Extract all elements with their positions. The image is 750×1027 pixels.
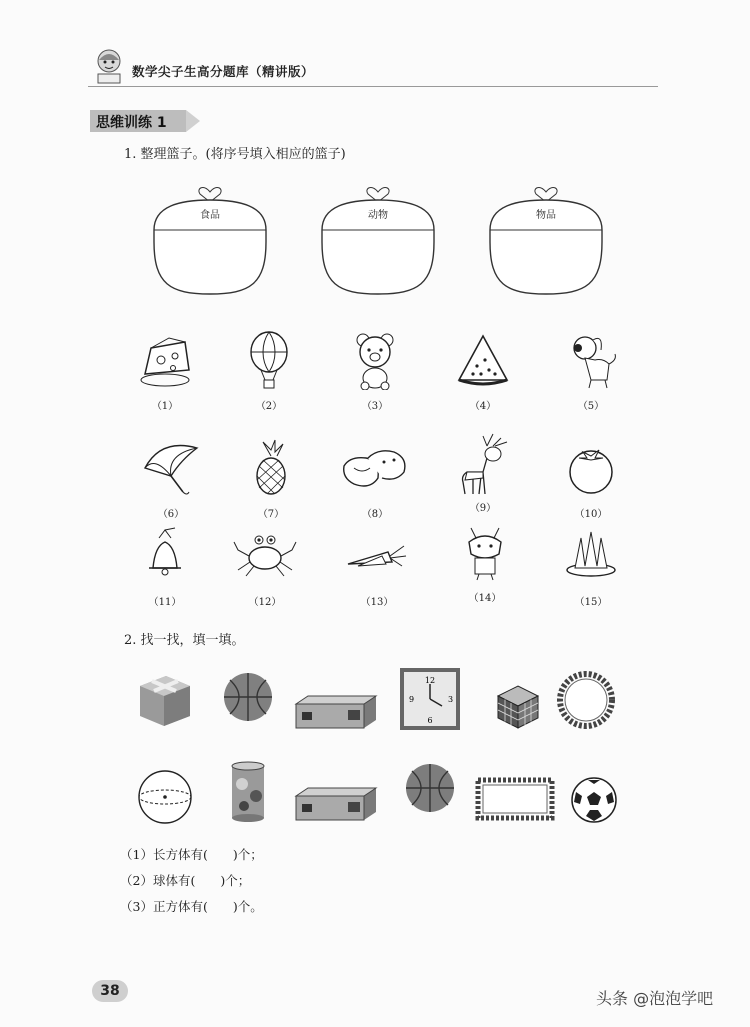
box-icon [136, 668, 194, 730]
item-number: （8） [361, 509, 389, 520]
item-number: （12） [248, 597, 282, 608]
basketball-icon [404, 762, 456, 814]
page-header [88, 48, 658, 88]
item-number: （4） [469, 401, 497, 412]
rectangular-box-icon [294, 692, 378, 732]
basketball-icon [222, 670, 274, 724]
rectangular-box-icon [294, 784, 378, 824]
pineapple-icon [241, 438, 301, 498]
page-number: 38 [92, 980, 128, 1002]
svg-text:6: 6 [427, 716, 433, 725]
slippers-icon [340, 438, 410, 498]
item-15 [556, 526, 626, 608]
svg-text:3: 3 [448, 695, 454, 704]
deer-icon [453, 432, 513, 498]
item-8 [340, 438, 410, 520]
basket-label: 物品 [536, 210, 556, 221]
soccer-ball-icon [570, 776, 618, 824]
item-7 [236, 438, 306, 520]
item-10 [556, 438, 626, 520]
item-number: （11） [148, 597, 182, 608]
rubiks-cube-icon [494, 682, 542, 730]
question-2-prompt: 2. 找一找，填一填。 [124, 633, 245, 648]
tomato-icon [561, 438, 621, 498]
answer-line-cuboid: （1）长方体有( )个； [120, 847, 263, 862]
carrot-icon [342, 526, 412, 582]
dog-icon [561, 330, 621, 390]
item-number: （9） [469, 503, 497, 514]
answer-line-sphere: （2）球体有( )个； [120, 873, 251, 888]
watermelon-icon [453, 330, 513, 390]
tin-can-icon [228, 760, 268, 824]
item-number: （13） [360, 597, 394, 608]
item-number: （5） [577, 401, 605, 412]
item-number: （1） [151, 401, 179, 412]
basket-food [150, 176, 270, 296]
wolf-icon [455, 522, 515, 582]
svg-text:12: 12 [424, 676, 436, 685]
sphere-icon [136, 768, 194, 826]
item-number: （14） [468, 593, 502, 604]
rectangle-frame-icon [474, 776, 556, 822]
item-number: （6） [157, 509, 185, 520]
svg-text:9: 9 [409, 695, 415, 704]
crab-icon [230, 526, 300, 582]
bell-icon [135, 526, 195, 582]
basket-animals [318, 176, 438, 296]
item-4 [448, 330, 518, 412]
cake-icon [561, 526, 621, 582]
item-number: （7） [257, 509, 285, 520]
cheese-icon [135, 330, 195, 390]
item-number: （10） [574, 509, 608, 520]
item-1 [130, 330, 200, 412]
header-rule [88, 86, 658, 87]
book-title: 数学尖子生高分题库（精讲版） [132, 64, 315, 79]
item-2 [234, 330, 304, 412]
student-mascot-icon [92, 48, 126, 84]
basket-label: 动物 [368, 210, 388, 221]
item-13 [342, 526, 412, 608]
item-14 [450, 522, 520, 604]
basket-label: 食品 [200, 210, 220, 221]
item-12 [230, 526, 300, 608]
ring-frame-icon [556, 670, 616, 730]
item-3 [340, 330, 410, 412]
section-label: 思维训练 1 [96, 115, 167, 131]
umbrella-icon [141, 438, 201, 498]
item-11 [130, 526, 200, 608]
watermark: 头条 @泡泡学吧 [596, 989, 714, 1008]
hot-air-balloon-icon [239, 330, 299, 390]
question-1-prompt: 1. 整理篮子。(将序号填入相应的篮子) [124, 147, 346, 162]
answer-line-cube: （3）正方体有( )个。 [120, 899, 263, 914]
item-9 [448, 432, 518, 514]
item-6 [136, 438, 206, 520]
item-number: （15） [574, 597, 608, 608]
teddy-bear-icon [345, 330, 405, 390]
item-number: （2） [255, 401, 283, 412]
item-5 [556, 330, 626, 412]
item-number: （3） [361, 401, 389, 412]
wall-clock-icon [398, 666, 462, 732]
basket-objects [486, 176, 606, 296]
